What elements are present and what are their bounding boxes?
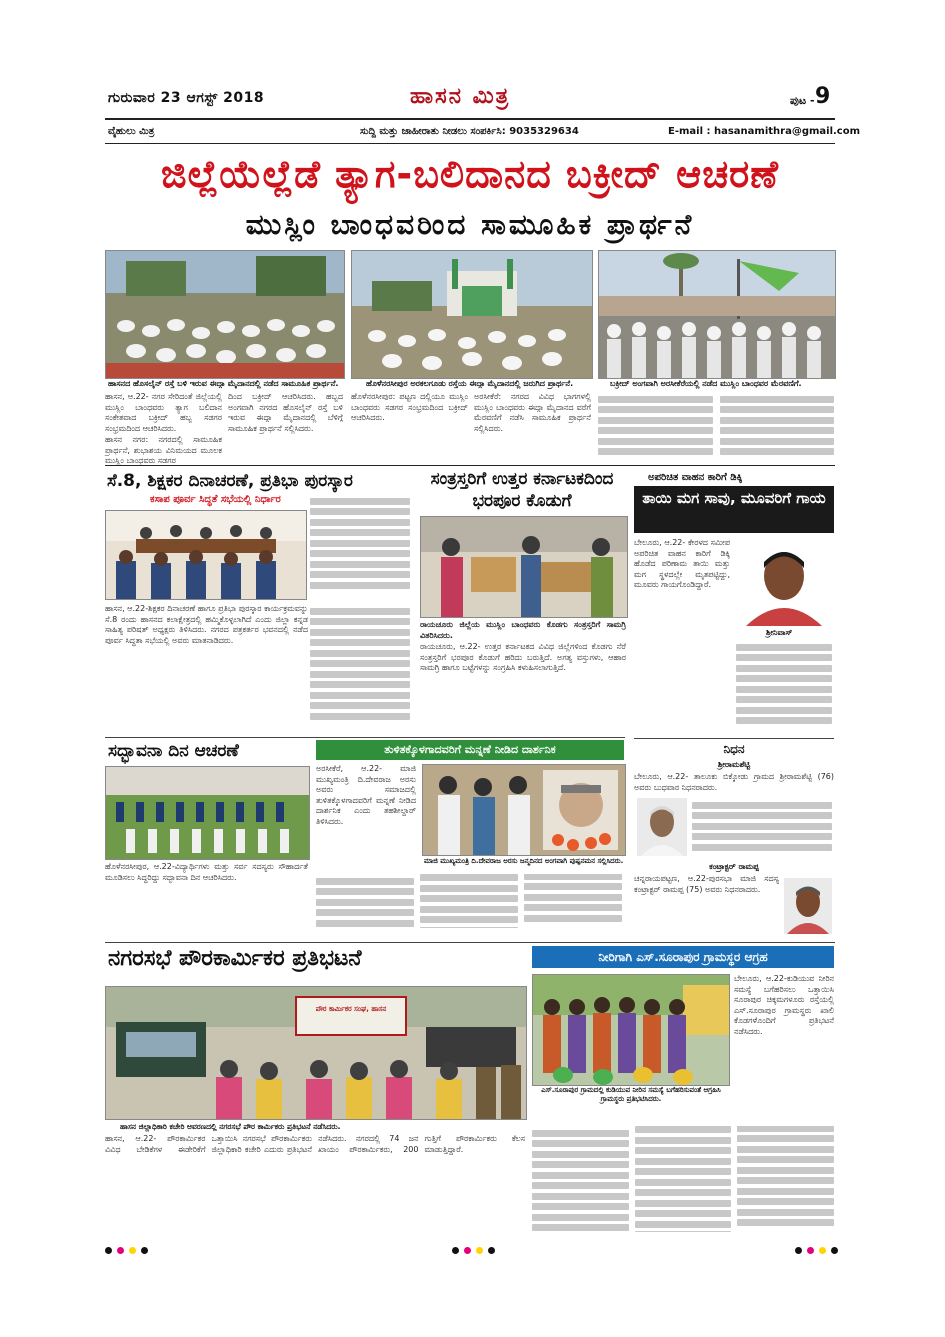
lead-caption-3: ಬಕ್ರೀದ್ ಅಂಗವಾಗಿ ಅರಸೀಕೆರೆಯಲ್ಲಿ ನಡೆದ ಮುಸ್ಲಿಂ ಬಾಂಧವರ ಮೆರವಣಿಗೆ. [610,379,802,388]
obituary-photo-2 [784,878,832,934]
black-dot [795,1247,802,1254]
newspaper-title: ಹಾಸನ ಮಿತ್ರ [410,84,511,109]
teachers-day-subhead: ಕಸಾಪ ಪೂರ್ವ ಸಿದ್ಧತೆ ಸಭೆಯಲ್ಲಿ ನಿರ್ಧಾರ [150,494,281,505]
page-number: 9 [815,84,831,109]
municipal-headline: ನಗರಸಭೆ ಪೌರಕಾರ್ಮಿಕರ ಪ್ರತಿಭಟನೆ [108,946,362,971]
magenta-dot [464,1247,471,1254]
goodwill-photo [105,766,310,860]
issue-date: ಗುರುವಾರ 23 ಆಗಸ್ಟ್ 2018 [108,90,265,106]
black-dot [141,1247,148,1254]
teachers-day-photo [105,510,307,600]
arasu-text: ಅರಸೀಕೆರೆ, ಆ.22- ಮಾಜಿ ಮುಖ್ಯಮಂತ್ರಿ ದಿ.ದೇವರಾಜ ಅರಸು ಅವರು ಸಮಾಜದಲ್ಲಿ ತುಳಿತಕ್ಕೊಳಗಾದವರಿಗೆ ಮನ್ನಣೆ ನೀಡಿದ ದಾರ್ಶನಿಕ ಎಂದು ತಹಶೀಲ್ದಾರ್ ತಿಳಿಸಿದರು. [316,764,416,826]
kodagu-text [420,620,626,734]
arasu-caption: ಮಾಜಿ ಮುಖ್ಯಮಂತ್ರಿ ದಿ.ದೇವರಾಜ ಅರಸು ಜನ್ಮದಿನದ ಅಂಗವಾಗಿ ಪುಷ್ಪನಮನ ಸಲ್ಲಿಸಿದರು. [424,857,624,865]
lead-bottom-rule [105,465,835,466]
masthead-rule [105,118,835,120]
obituary-photo-1 [637,798,687,856]
water-text: ಬೇಲೂರು, ಆ.22-ಕುಡಿಯುವ ನೀರಿನ ಸಮಸ್ಯೆ ಬಗೆಹರಿಸಲು ಒತ್ತಾಯಿಸಿ ಸೂರಾಪುರ ಚಿಕ್ಕಮಗಳೂರು ರಸ್ತೆಯಲ್ಲಿ ಎಸ್.ಸೂರಾಪುರ ಗ್ರಾಮಸ್ಥರು ಖಾಲಿ ಕೊಡಗಳೊಂದಿಗೆ ಪ್ರತಿಭಟನೆ ನಡೆಸಿದರು. [734,974,834,1036]
arasu-text-cont [316,874,622,936]
water-photo [532,974,730,1086]
black-dot [105,1247,112,1254]
accident-photo-caption: ಶ್ರೀನಿವಾಸ್ [766,628,793,637]
registration-marks-center [452,1247,495,1254]
water-caption: ಎಸ್.ಸೂರಾಪುರ ಗ್ರಾಮದಲ್ಲಿ ಕುಡಿಯುವ ನೀರಿನ ಸಮಸ್ಯೆ ಬಗೆಹರಿಸುವಂತೆ ಆಗ್ರಹಿಸಿ ಗ್ರಾಮಸ್ಥರು ಪ್ರತಿಭಟಿಸಿದರು. [541,1086,721,1103]
teachers-day-side-col [310,494,410,598]
lead-text-col-4 [474,392,591,460]
protest-banner: ಪೌರ ಕಾರ್ಮಿಕರ ಸಂಘ, ಹಾಸನ [315,1005,387,1013]
obituary-heading: ನಿಧನ [723,742,745,756]
lead-text-col-2 [228,392,343,460]
yellow-dot [819,1247,826,1254]
edition-label: ವೈಹುಲು ಮಿತ್ರ [108,126,155,137]
arasu-headline: ತುಳಿತಕ್ಕೊಳಗಾದವರಿಗೆ ಮನ್ನಣೆ ನೀಡಿದ ದಾರ್ಶನಿಕ [316,740,624,760]
black-dot [452,1247,459,1254]
municipal-caption: ಹಾಸನ ಜಿಲ್ಲಾಧಿಕಾರಿ ಕಚೇರಿ ಆವರಣದಲ್ಲಿ ನಗರಸಭೆ ಪೌರ ಕಾರ್ಮಿಕರು ಪ್ರತಿಭಟನೆ ನಡೆಸಿದರು. [120,1122,341,1131]
water-text-cont [532,1126,834,1242]
obituary-text-2: ಚನ್ನರಾಯಪಟ್ಟಣ, ಆ.22-ಪುರಸಭಾ ಮಾಜಿ ಸದಸ್ಯ ಕಂಟ್ರಾಕ್ಟರ್ ರಾಮಪ್ಪ (75) ಅವರು ನಿಧನರಾದರು. [634,874,779,894]
lead-paragraph: ದಿಂದ ಬಕ್ರೀದ್ ಆಚರಿಸಿದರು. ಹಬ್ಬದ ಅಂಗವಾಗಿ ನಗರದ ಹೊಸಲೈನ್ ರಸ್ತೆ ಬಳಿ ಇರುವ ಈದ್ಗಾ ಮೈದಾನದಲ್ಲಿ ಬೆಳಿಗ್ಗೆ ಸಾಮೂಹಿಕ ಪ್ರಾರ್ಥನೆ ಸಲ್ಲಿಸಿದರು. [228,392,343,433]
lead-photo-hassan [105,250,345,379]
accident-text: ಬೇಲೂರು, ಆ.22- ಕೇರಳದ ಸಮೀಪ ಅಪರಿಚಿತ ವಾಹನ ಕಾರಿಗೆ ಡಿಕ್ಕಿ ಹೊಡೆದ ಪರಿಣಾಮ ತಾಯಿ ಮತ್ತು ಮಗ ಸ್ಥಳದಲ್ಲೇ ಮೃತಪಟ್ಟಿದ್ದು, ಮೂವರು ಗಾಯಗೊಂಡಿದ್ದಾರೆ. [634,538,730,589]
arasu-photo [422,764,626,856]
goodwill-headline: ಸದ್ಭಾವನಾ ದಿನ ಆಚರಣೆ [108,741,239,761]
lead-text-col-6 [720,392,834,460]
lead-text-col-3 [351,392,468,460]
page-label: ಪುಟ - [790,94,815,107]
lead-text-col-5 [598,392,713,460]
email-line: E-mail : hasanamithra@gmail.com [668,126,861,137]
lead-paragraph: ಹೊಳೆನರಸೀಪುರ: ಪಟ್ಟಣ ದಲ್ಲಿಯೂ ಮುಸ್ಲಿಂ ಬಾಂಧವರು ಸಡಗರ ಸಂಭ್ರಮದಿಂದ ಬಕ್ರೀದ್ ಆಚರಿಸಿದರು. [351,392,468,422]
yellow-dot [129,1247,136,1254]
water-headline: ನೀರಿಗಾಗಿ ಎಸ್.ಸೂರಾಪುರ ಗ್ರಾಮಸ್ಥರ ಆಗ್ರಹ [532,946,834,968]
contact-line: ಸುದ್ದಿ ಮತ್ತು ಜಾಹೀರಾತು ನೀಡಲು ಸಂಪರ್ಕಿಸಿ: 9035329634 [360,126,579,137]
lead-caption-1: ಹಾಸನದ ಹೊಸಲೈನ್ ರಸ್ತೆ ಬಳಿ ಇರುವ ಈದ್ಗಾ ಮೈದಾನದಲ್ಲಿ ನಡೆದ ಸಾಮೂಹಿಕ ಪ್ರಾರ್ಥನೆ. [108,379,339,388]
accident-kicker: ಅಪರಿಚಿತ ವಾಹನ ಕಾರಿಗೆ ಡಿಕ್ಕಿ [648,472,743,483]
kodagu-body: ರಾಯಚೂರು, ಆ.22- ಉತ್ತರ ಕರ್ನಾಟಕದ ವಿವಿಧ ಜಿಲ್ಲೆಗಳಿಂದ ಕೊಡಗು ನೆರೆ ಸಂತ್ರಸ್ತರಿಗೆ ಭರಪೂರ ಕೊಡುಗೆ ಹರಿದು ಬರುತ್ತಿದೆ. ಅಗತ್ಯ ವಸ್ತುಗಳು, ಆಹಾರ ಸಾಮಗ್ರಿ ಹಾಗೂ ಬಟ್ಟೆಗಳನ್ನು ಸಂಗ್ರಹಿಸಿ ಕಳುಹಿಸಲಾಗುತ್ತಿದೆ. [420,642,626,672]
accident-victim-photo [736,540,832,626]
obituary-text-1-cont [692,798,832,856]
lead-text-col-1 [105,392,222,465]
registration-marks-right [795,1247,838,1254]
lead-paragraph: ಹಾಸನ ನಗರ: ನಗರದಲ್ಲಿ ಸಾಮೂಹಿಕ ಪ್ರಾರ್ಥನೆ, ಶುಭಾಶಯ ವಿನಿಮಯದ ಮೂಲಕ ಮುಸ್ಲಿಂ ಬಾಂಧವರು ಸಡಗರ [105,435,222,465]
teachers-day-text-cont [310,604,410,734]
lead-subheadline: ಮುಸ್ಲಿಂ ಬಾಂಧವರಿಂದ ಸಾಮೂಹಿಕ ಪ್ರಾರ್ಥನೆ [245,208,695,241]
obituary-text-1: ಬೇಲೂರು, ಆ.22- ತಾಲೂಕು ಬಿಕ್ಕೋಡು ಗ್ರಾಮದ ಶ್ರೀರಾಮಶೆಟ್ಟಿ (76) ಅವರು ಬುಧವಾರ ನಿಧನರಾದರು. [634,772,834,792]
kodagu-photo [420,516,628,618]
lead-paragraph: ಹಾಸನ, ಆ.22- ನಗರ ಸೇರಿದಂತೆ ಜಿಲ್ಲೆಯಲ್ಲಿ ಮುಸ್ಲಿಂ ಬಾಂಧವರು ತ್ಯಾಗ ಬಲಿದಾನ ಸಂಕೇತವಾದ ಬಕ್ರೀದ್ ಹಬ್ಬ ಸಡಗರ ಸಂಭ್ರಮದಿಂದ ಆಚರಿಸಿದರು. [105,392,222,433]
goodwill-text: ಹೊಳೆನರಸೀಪುರ, ಆ.22-ವಿದ್ಯಾರ್ಥಿಗಳು ಮತ್ತು ಸರ್ವ ಸದಸ್ಯರು ಸೌಹಾರ್ದತೆ ಮೂಡಿಸಲು ಸಿದ್ಧರಿದ್ದು ಸದ್ಭಾವನಾ ದಿನ ಆಚರಿಸಿದರು. [105,862,308,882]
teachers-day-headline: ಸೆ.8, ಶಿಕ್ಷಕರ ದಿನಾಚರಣೆ, ಪ್ರತಿಭಾ ಪುರಸ್ಕಾರ [107,471,353,491]
registration-marks-left [105,1247,148,1254]
kodagu-caption: ರಾಯಚೂರು ಜಿಲ್ಲೆಯ ಮುಸ್ಲಿಂ ಬಾಂಧವರು ಕೊಡಗು ಸಂತ್ರಸ್ತರಿಗೆ ಸಾಮಗ್ರಿ ವಿತರಿಸಿದರು. [420,620,626,640]
magenta-dot [117,1247,124,1254]
magenta-dot [807,1247,814,1254]
lead-headline: ಜಿಲ್ಲೆಯೆಲ್ಲೆಡೆ ತ್ಯಾಗ-ಬಲಿದಾನದ ಬಕ್ರೀದ್ ಆಚರಣೆ [161,152,779,196]
yellow-dot [476,1247,483,1254]
municipal-photo [105,986,527,1120]
lead-caption-2: ಹೊಳೆನರಸೀಪುರ ಅರಕಲಗೂಡು ರಸ್ತೆಯ ಈದ್ಗಾ ಮೈದಾನದಲ್ಲಿ ಜರುಗಿದ ಪ್ರಾರ್ಥನೆ. [366,379,574,388]
accident-text-cont [736,640,832,734]
obituary-name-1: ಶ್ರೀರಾಮಶೆಟ್ಟಿ [717,760,751,769]
black-dot [831,1247,838,1254]
lead-photo-arsikere [598,250,836,379]
kodagu-headline: ಸಂತ್ರಸ್ತರಿಗೆ ಉತ್ತರ ಕರ್ನಾಟಕದಿಂದ ಭರಪೂರ ಕೊಡುಗೆ [430,469,614,511]
accident-headline: ತಾಯಿ ಮಗ ಸಾವು, ಮೂವರಿಗೆ ಗಾಯ [634,486,834,533]
black-dot [488,1247,495,1254]
municipal-text: ಹಾಸನ, ಆ.22- ಪೌರಕಾರ್ಮಿಕರ ವಿವಿಧ ಬೇಡಿಕೆಗಳ ಈಡೇರಿಕೆಗೆ ಒತ್ತಾಯಿಸಿ ನಗರಸಭೆ ಪೌರಕಾರ್ಮಿಕರು ಜಿಲ್ಲಾಧಿಕಾರಿ ಕಚೇರಿ ಎದುರು ಪ್ರತಿಭಟನೆ ನಡೆಸಿದರು. ನಗರದಲ್ಲಿ 74 ಜನ ಖಾಯಂ ಪೌರಕಾರ್ಮಿಕರು, 200 ಗುತ್ತಿಗೆ ಪೌರಕಾರ್ಮಿಕರು ಕೆಲಸ ಮಾಡುತ್ತಿದ್ದಾರೆ. [105,1134,525,1154]
lead-photo-holenarasipura [351,250,593,379]
contact-rule [105,143,835,144]
obituary-name-2: ಕಂಟ್ರಾಕ್ಟರ್ ರಾಮಪ್ಪ [709,862,759,871]
mid-rule [105,737,625,738]
teachers-day-text: ಹಾಸನ, ಆ.22-ಶಿಕ್ಷಕರ ದಿನಾಚರಣೆ ಹಾಗೂ ಪ್ರತಿಭಾ ಪುರಸ್ಕಾರ ಕಾರ್ಯಕ್ರಮವನ್ನು ಸೆ.8 ರಂದು ಹಾಸನದ ಕಲಾಕ್ಷೇತ್ರದಲ್ಲಿ ಹಮ್ಮಿಕೊಳ್ಳಲಾಗಿದೆ ಎಂದು ಜಿಲ್ಲಾ ಕನ್ನಡ ಸಾಹಿತ್ಯ ಪರಿಷತ್ ಅಧ್ಯಕ್ಷರು ತಿಳಿಸಿದರು. ನಗರದ ಪತ್ರಕರ್ತರ ಭವನದಲ್ಲಿ ನಡೆದ ಪೂರ್ವ ಸಿದ್ಧತಾ ಸಭೆಯಲ್ಲಿ ಅವರು ಮಾತನಾಡಿದರು. [105,604,308,645]
lead-paragraph: ಅರಸೀಕೆರೆ: ನಗರದ ವಿವಿಧ ಭಾಗಗಳಲ್ಲಿ ಮುಸ್ಲಿಂ ಬಾಂಧವರು ಈದ್ಗಾ ಮೈದಾನದ ವರೆಗೆ ಮೆರವಣಿಗೆ ನಡೆಸಿ ಸಾಮೂಹಿಕ ಪ್ರಾರ್ಥನೆ ಸಲ್ಲಿಸಿದರು. [474,392,591,433]
